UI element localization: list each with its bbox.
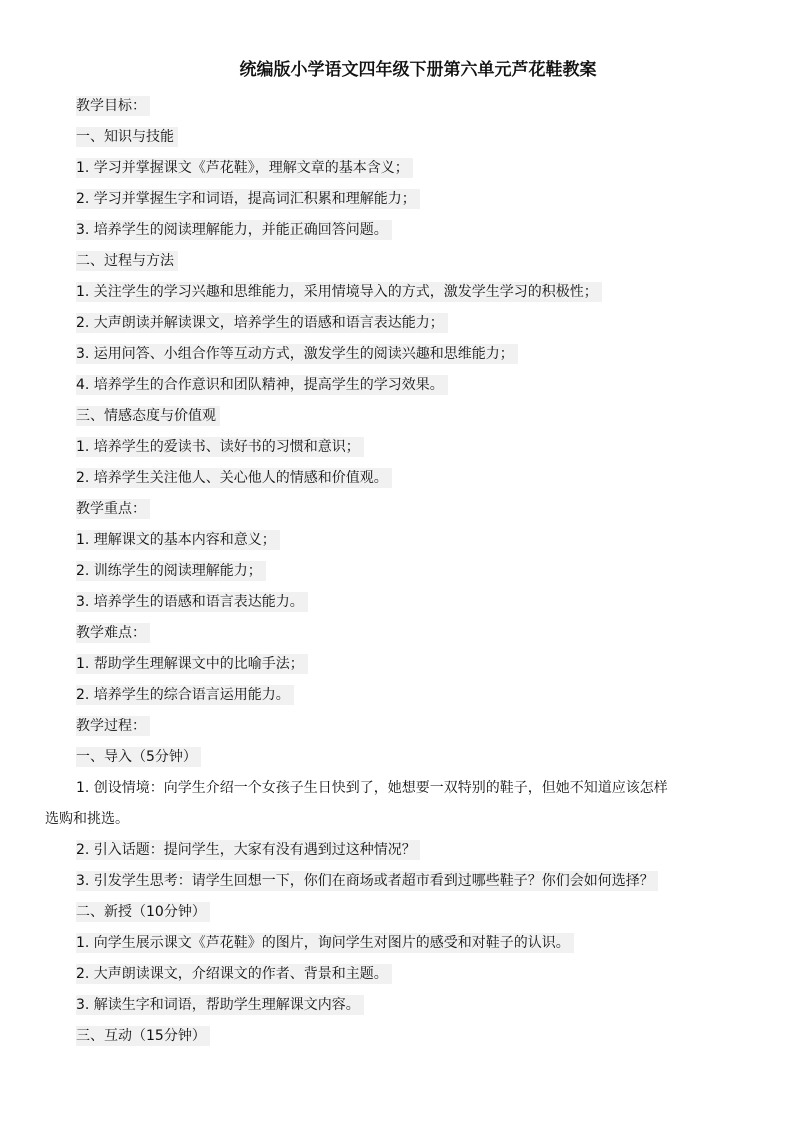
list-item: 1. 帮助学生理解课文中的比喻手法； — [76, 649, 756, 680]
list-item: 2. 培养学生关注他人、关心他人的情感和价值观。 — [76, 463, 756, 494]
list-item: 3. 培养学生的阅读理解能力，并能正确回答问题。 — [76, 215, 756, 246]
section-heading: 一、导入（5分钟） — [76, 742, 756, 773]
list-item: 4. 培养学生的合作意识和团队精神，提高学生的学习效果。 — [76, 370, 756, 401]
paragraph-line: 选购和挑选。 — [45, 811, 129, 827]
list-item: 2. 学习并掌握生字和词语，提高词汇积累和理解能力； — [76, 184, 756, 215]
section-heading: 一、知识与技能 — [76, 122, 756, 153]
wrapped-paragraph — [45, 773, 757, 835]
section-heading: 三、互动（15分钟） — [76, 1021, 756, 1052]
section-heading: 教学难点： — [76, 618, 756, 649]
list-item: 3. 运用问答、小组合作等互动方式，激发学生的阅读兴趣和思维能力； — [76, 339, 756, 370]
section-heading: 教学过程： — [76, 711, 756, 742]
list-item: 1. 理解课文的基本内容和意义； — [76, 525, 756, 556]
list-item: 2. 大声朗读并解读课文，培养学生的语感和语言表达能力； — [76, 308, 756, 339]
list-item: 2. 引入话题：提问学生，大家有没有遇到过这种情况？ — [76, 835, 756, 866]
paragraph-line: 1. 创设情境：向学生介绍一个女孩子生日快到了，她想要一双特别的鞋子，但她不知道应该怎样 — [76, 780, 668, 796]
document-body — [45, 91, 756, 1052]
list-item: 2. 大声朗读课文，介绍课文的作者、背景和主题。 — [76, 959, 756, 990]
section-heading: 二、过程与方法 — [76, 246, 756, 277]
list-item: 3. 培养学生的语感和语言表达能力。 — [76, 587, 756, 618]
list-item: 2. 训练学生的阅读理解能力； — [76, 556, 756, 587]
section-heading: 二、新授（10分钟） — [76, 897, 756, 928]
section-heading: 三、情感态度与价值观 — [76, 401, 756, 432]
list-item: 1. 向学生展示课文《芦花鞋》的图片，询问学生对图片的感受和对鞋子的认识。 — [76, 928, 756, 959]
section-heading: 教学目标： — [76, 91, 756, 122]
section-heading: 教学重点： — [76, 494, 756, 525]
list-item: 3. 引发学生思考：请学生回想一下，你们在商场或者超市看到过哪些鞋子？你们会如何选择？ — [76, 866, 756, 897]
list-item: 2. 培养学生的综合语言运用能力。 — [76, 680, 756, 711]
list-item: 1. 学习并掌握课文《芦花鞋》，理解文章的基本含义； — [76, 153, 756, 184]
list-item: 1. 培养学生的爱读书、读好书的习惯和意识； — [76, 432, 756, 463]
document-title: 统编版小学语文四年级下册第六单元芦花鞋教案 — [239, 60, 597, 80]
list-item: 3. 解读生字和词语，帮助学生理解课文内容。 — [76, 990, 756, 1021]
list-item: 1. 关注学生的学习兴趣和思维能力，采用情境导入的方式，激发学生学习的积极性； — [76, 277, 756, 308]
